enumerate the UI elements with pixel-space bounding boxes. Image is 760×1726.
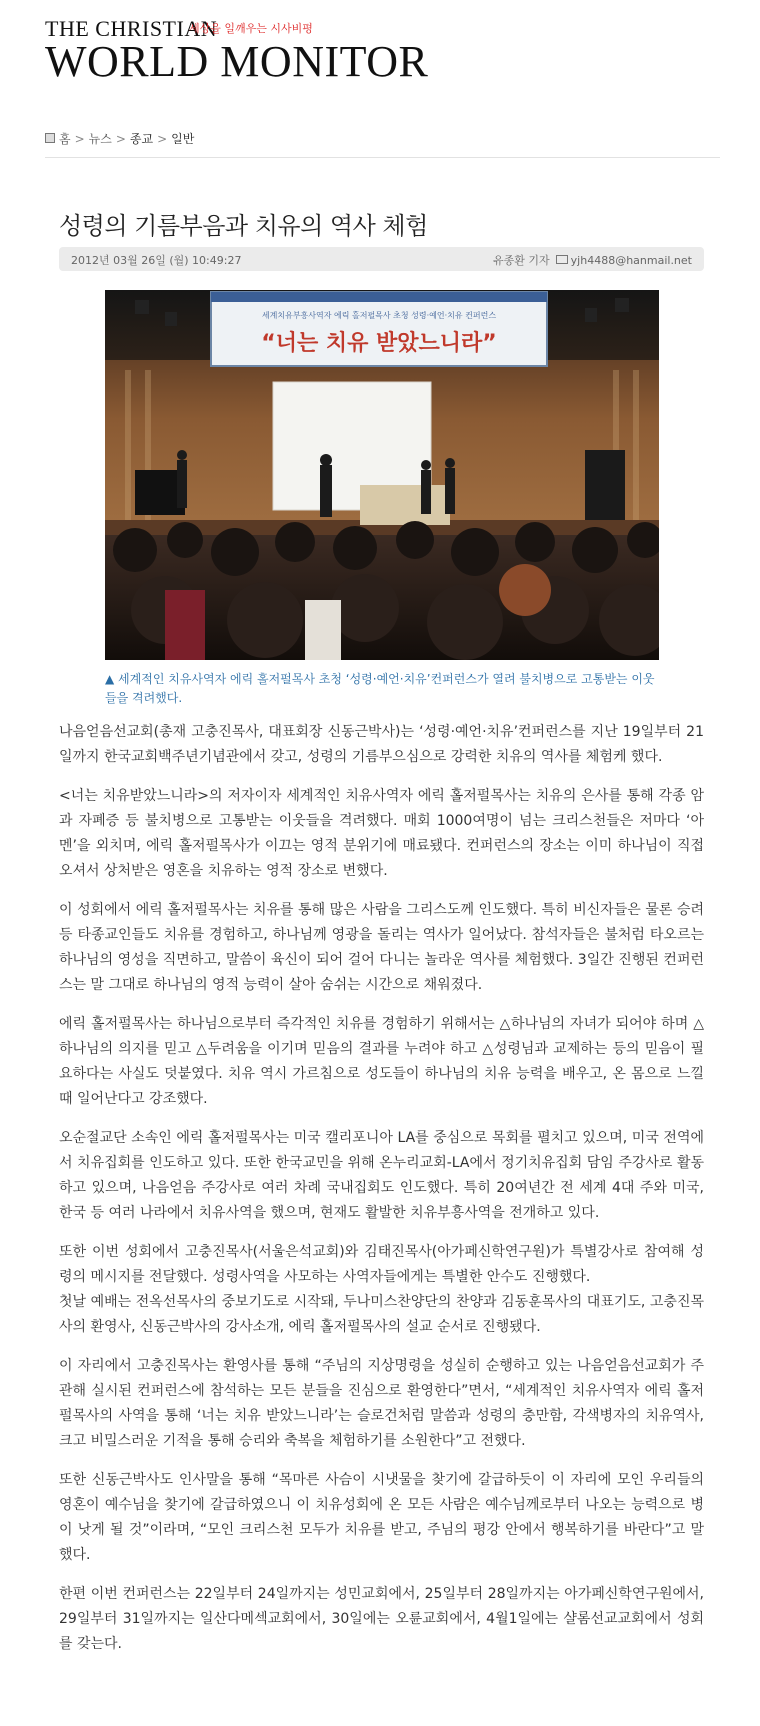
breadcrumb-religion[interactable]: 종교: [129, 132, 154, 146]
breadcrumb-news[interactable]: 뉴스: [88, 132, 112, 146]
breadcrumb-separator: >: [157, 132, 168, 146]
article-body: [59, 720, 704, 1671]
author-name: 유종환 기자: [493, 254, 550, 267]
article-paragraph: 나음얻음선교회(총재 고충진목사, 대표회장 신동근박사)는 ‘성령·예언·치유’컨퍼런스를 지난 19일부터 21일까지 한국교회백주년기념관에서 갖고, 성령의 기름부으심으로 강력한 치유의 역사를 체험케 했다.: [59, 724, 704, 765]
photo-caption: ▲ 세계적인 치유사역자 에릭 홀저펄목사 초청 ‘성령·예언·치유’컨퍼런스가 열려 불치병으로 고통받는 이웃들을 격려했다.: [105, 672, 655, 705]
breadcrumb: [45, 130, 194, 147]
article-paragraph: <너는 치유받았느니라>의 저자이자 세계적인 치유사역자 에릭 홀저펄목사는 치유의 은사를 통해 각종 암과 자폐증 등 불치병으로 고통받는 이웃들을 격려했다. 매회 1000여명이 넘는 크리스천들은 저마다 ‘아멘’을 외치며, 에릭 홀저펄목사가 이끄는 영적 분위기에 매료됐다. 컨퍼런스의 장소는 이미 하나님이 직접 오셔서 상처받은 영혼을 치유하는 영적 장소로 변했다.: [59, 788, 704, 879]
article-photo: [105, 290, 659, 660]
logo-slogan: 세상을 일깨우는 시사비평: [189, 22, 313, 35]
masthead-logo[interactable]: [45, 14, 465, 86]
logo-top-text: THE CHRISTIAN: [45, 16, 218, 41]
article-paragraph: 에릭 홀저펄목사는 하나님으로부터 즉각적인 치유를 경험하기 위해서는 △하나님의 자녀가 되어야 하며 △하나님의 의지를 믿고 △두려움을 이기며 믿음의 결과를 누려야 하고 △성령님과 교제하는 등의 믿음이 필요하다는 사실도 덧붙였다. 치유 역시 가르침으로 성도들이 하나님의 치유 능력을 배우고, 온 몸으로 느낄 때 일어난다고 강조했다.: [59, 1016, 704, 1107]
breadcrumb-separator: >: [74, 132, 85, 146]
author-email[interactable]: yjh4488@hanmail.net: [570, 254, 692, 267]
article-paragraph: 오순절교단 소속인 에릭 홀저펄목사는 미국 캘리포니아 LA를 중심으로 목회를 펼치고 있으며, 미국 전역에서 치유집회를 인도하고 있다. 또한 한국교민을 위해 온누리교회-LA에서 정기치유집회 담임 주강사로 활동하고 있으며, 나음얻음 주강사로 여러 차례 국내집회도 인도했다. 특히 20여년간 전 세계 4대 주와 미국, 한국 등 여러 나라에서 치유사역을 했으며, 현재도 활발한 치유부흥사역을 전개하고 있다.: [59, 1130, 704, 1221]
logo-main-text: WORLD MONITOR: [45, 37, 429, 86]
article-date: 2012년 03월 26일 (월) 10:49:27: [71, 254, 242, 267]
home-icon: [45, 133, 55, 143]
article-paragraph: 이 성회에서 에릭 홀저펄목사는 치유를 통해 많은 사람을 그리스도께 인도했다. 특히 비신자들은 물론 승려 등 타종교인들도 치유를 경험하고, 하나님께 영광을 돌리는 역사가 일어났다. 참석자들은 불처럼 타오르는 하나님의 영성을 직면하고, 말씀이 육신이 되어 걸어 다니는 놀라운 역사를 체험했다. 3일간 진행된 컨퍼런스는 말 그대로 하나님의 영적 능력이 살아 숨쉬는 시간으로 채워졌다.: [59, 902, 704, 993]
mail-icon: [556, 255, 568, 264]
article-paragraph: 또한 신동근박사도 인사말을 통해 “목마른 사슴이 시냇물을 찾기에 갈급하듯이 이 자리에 모인 우리들의 영혼이 예수님을 찾기에 갈급하였으니 이 치유성회에 온 모든 사람은 예수님께로부터 나오는 능력으로 병이 낫게 될 것”이라며, “모인 크리스천 모두가 치유를 받고, 주님의 평강 안에서 행복하기를 바란다”고 말했다.: [59, 1472, 704, 1563]
conference-photo-graphic: [105, 290, 659, 660]
banner-small-text: 세계치유부흥사역자 에릭 홀저펄목사 초청 성령·예언·치유 컨퍼런스: [261, 311, 497, 320]
article-paragraph: 이 자리에서 고충진목사는 환영사를 통해 “주님의 지상명령을 성실히 순행하고 있는 나음얻음선교회가 주관해 실시된 컨퍼런스에 참석하는 모든 분들을 진심으로 환영한다”면서, “세계적인 치유사역자 에릭 홀저펄목사의 사역을 통해 ‘너는 치유 받았느니라’는 슬로건처럼 말씀과 성령의 충만함, 각색병자의 치유역사, 크고 비밀스러운 기적을 통해 승리와 축복을 체험하기를 소원한다”고 전했다.: [59, 1358, 704, 1449]
divider: [45, 157, 720, 158]
article-title: 성령의 기름부음과 치유의 역사 체험: [59, 212, 428, 240]
breadcrumb-general[interactable]: 일반: [171, 132, 195, 146]
article-byline: [493, 252, 692, 268]
article-paragraph: 또한 이번 성회에서 고충진목사(서울은석교회)와 김태진목사(아가페신학연구원)가 특별강사로 참여해 성령의 메시지를 전달했다. 성령사역을 사모하는 사역자들에게는 특별한 안수도 진행했다. 첫날 예배는 전옥선목사의 중보기도로 시작돼, 두나미스찬양단의 찬양과 김동훈목사의 대표기도, 고충진목사의 환영사, 신동근박사의 강사소개, 에릭 홀저펄목사의 설교 순서로 진행됐다.: [59, 1244, 704, 1335]
breadcrumb-separator: >: [115, 132, 126, 146]
breadcrumb-home[interactable]: 홈: [59, 132, 71, 146]
article-info-bar: [59, 247, 704, 271]
banner-main-text: “너는 치유 받았느니라”: [261, 331, 497, 356]
article-paragraph: 한편 이번 컨퍼런스는 22일부터 24일까지는 성민교회에서, 25일부터 28일까지는 아가페신학연구원에서, 29일부터 31일까지는 일산다메섹교회에서, 30일에는 오륜교회에서, 4월1일에는 샬롬선교교회에서 성회를 갖는다.: [59, 1586, 704, 1652]
